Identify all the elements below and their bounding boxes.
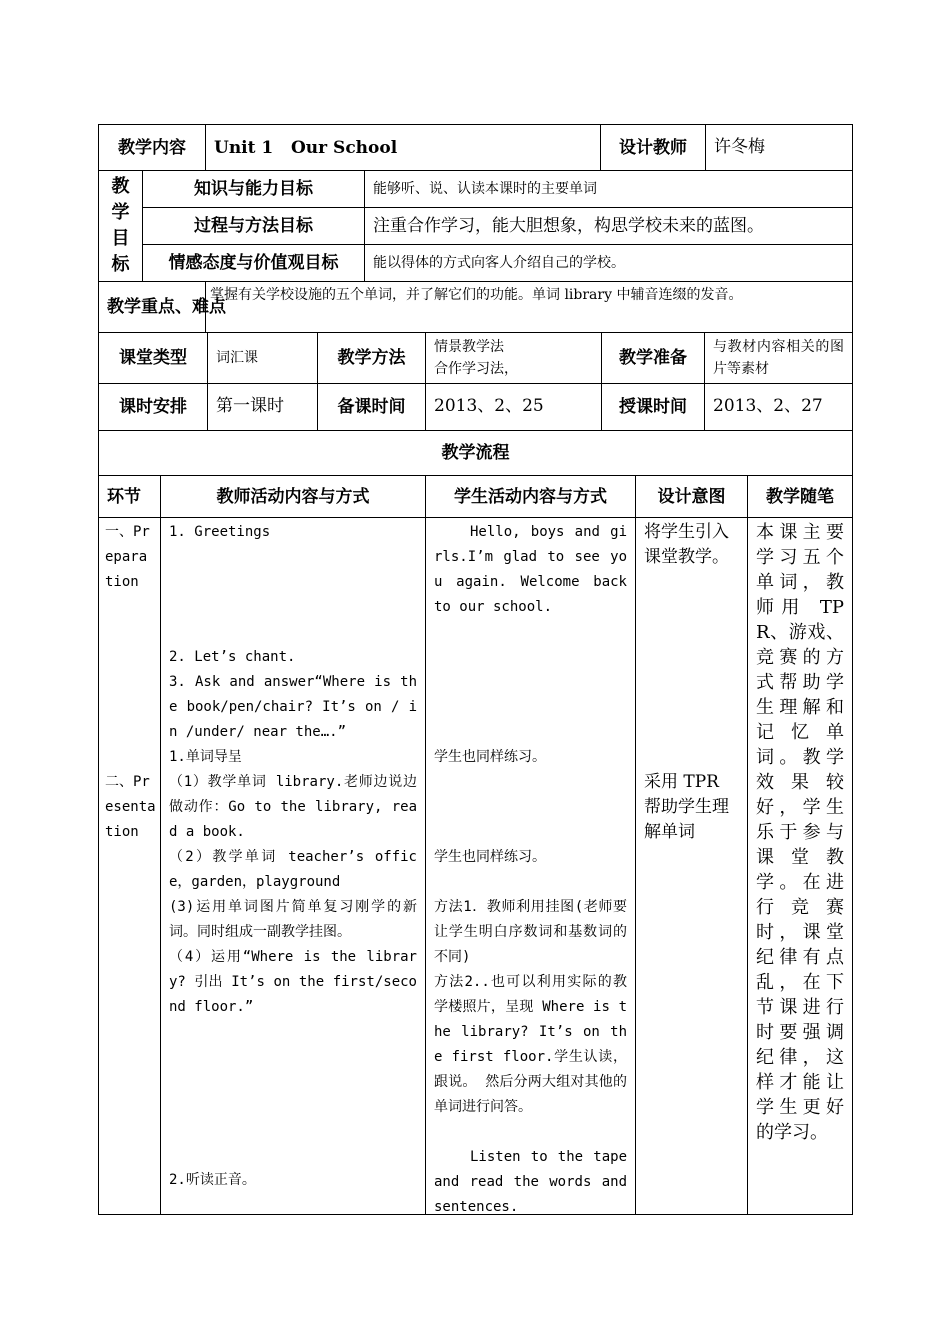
student-cell <box>426 518 636 1215</box>
teacher-listen: 2.听读正音。 <box>169 1172 256 1188</box>
teacher-chant: 2. Let’s chant. <box>169 649 296 665</box>
student-method-2: 方法2..也可以利用实际的教学楼照片，呈现 Where is the library? It’s on the first floor.学生认读，跟说。 然后分两大组对其他的单词进行问答。 <box>434 974 627 1115</box>
goal-value-attitude: 能以得体的方式向客人介绍自己的学校。 <box>365 245 853 282</box>
student-practice-2: 学生也同样练习。 <box>434 849 546 865</box>
teacher-item-4: （4）运用“Where is the library? 引出 It’s on the first/second floor.” <box>169 949 417 1015</box>
prep-time-value: 2013、2、25 <box>426 383 602 430</box>
type-label: 课堂类型 <box>99 333 208 383</box>
stage-presentation: 二、Presentation <box>105 774 156 840</box>
method-label: 教学方法 <box>318 333 426 383</box>
goal-label-attitude: 情感态度与价值观目标 <box>143 245 365 282</box>
lesson-plan-document <box>98 124 852 1215</box>
col-intent: 设计意图 <box>636 476 748 518</box>
intent-cell <box>636 518 748 1215</box>
content-label: 教学内容 <box>99 125 206 171</box>
teacher-ask: 3. Ask and answer“Where is the book/pen/chair? It’s on / in /under/ near the….” <box>169 674 417 740</box>
student-practice-1: 学生也同样练习。 <box>434 749 546 765</box>
prep-value: 与教材内容相关的图片等素材 <box>705 333 853 383</box>
designer-value: 许冬梅 <box>706 125 853 171</box>
schedule-label: 课时安排 <box>99 383 208 430</box>
type-value: 词汇课 <box>208 333 318 383</box>
stage-cell <box>99 518 161 1215</box>
schedule-value: 第一课时 <box>208 383 318 430</box>
col-stage: 环节 <box>99 476 161 518</box>
col-notes: 教学随笔 <box>748 476 853 518</box>
goal-value-knowledge: 能够听、说、认读本课时的主要单词 <box>365 171 853 208</box>
process-title: 教学流程 <box>99 431 853 476</box>
intent-1: 将学生引入课堂教学。 <box>644 522 729 567</box>
teacher-vocab-intro: 1.单词导呈 <box>169 749 242 765</box>
student-hello: Hello, boys and girls.I’m glad to see you again. Welcome back to our school. <box>434 524 627 615</box>
goals-group-label: 教 学 目 标 <box>99 171 143 282</box>
content-value: Unit 1 Our School <box>206 125 601 171</box>
prep-label: 教学准备 <box>602 333 705 383</box>
stage-preparation: 一、Preparation <box>105 524 150 590</box>
prep-time-label: 备课时间 <box>318 383 426 430</box>
col-teacher: 教师活动内容与方式 <box>161 476 426 518</box>
teacher-cell <box>161 518 426 1215</box>
designer-label: 设计教师 <box>601 125 706 171</box>
focus-value: 掌握有关学校设施的五个单词，并了解它们的功能。单词 library 中辅音连缀的发音。 <box>206 282 853 333</box>
focus-label: 教学重点、难点 <box>99 282 206 333</box>
student-listen: Listen to the tape and read the words and sentences. <box>434 1149 627 1215</box>
teach-time-value: 2013、2、27 <box>705 383 853 430</box>
lesson-info-table <box>98 124 853 333</box>
goal-value-process: 注重合作学习，能大胆想象，构思学校未来的蓝图。 <box>365 208 853 245</box>
teacher-item-2: （2）教学单词 teacher’s office，garden，playground <box>169 849 417 890</box>
teacher-greetings: 1. Greetings <box>169 524 271 540</box>
teacher-item-3: (3)运用单词图片简单复习刚学的新词。同时组成一副教学挂图。 <box>169 899 417 940</box>
goal-label-process: 过程与方法目标 <box>143 208 365 245</box>
col-student: 学生活动内容与方式 <box>426 476 636 518</box>
notes-cell: 本课主要学习五个单词，教师用 TPR、游戏、竞赛的方式帮助学生理解和记忆单词。教学效果较好，学生乐于参与课堂教学。在进行竞赛时，课堂纪律有点乱，在下节课进行时要强调纪律，这样才能让学生更好的学习。 <box>748 518 853 1215</box>
teach-time-label: 授课时间 <box>602 383 705 430</box>
goal-label-knowledge: 知识与能力目标 <box>143 171 365 208</box>
teacher-item-1: （1）教学单词 library.老师边说边做动作：Go to the library, read a book. <box>169 774 417 840</box>
class-info-table <box>98 333 853 431</box>
method-value: 情景教学法 合作学习法， <box>426 333 602 383</box>
student-method-1: 方法1．教师利用挂图(老师要让学生明白序数词和基数词的不同) <box>434 899 627 965</box>
process-table <box>98 431 853 1216</box>
intent-2: 采用 TPR 帮助学生理解单词 <box>644 772 729 842</box>
